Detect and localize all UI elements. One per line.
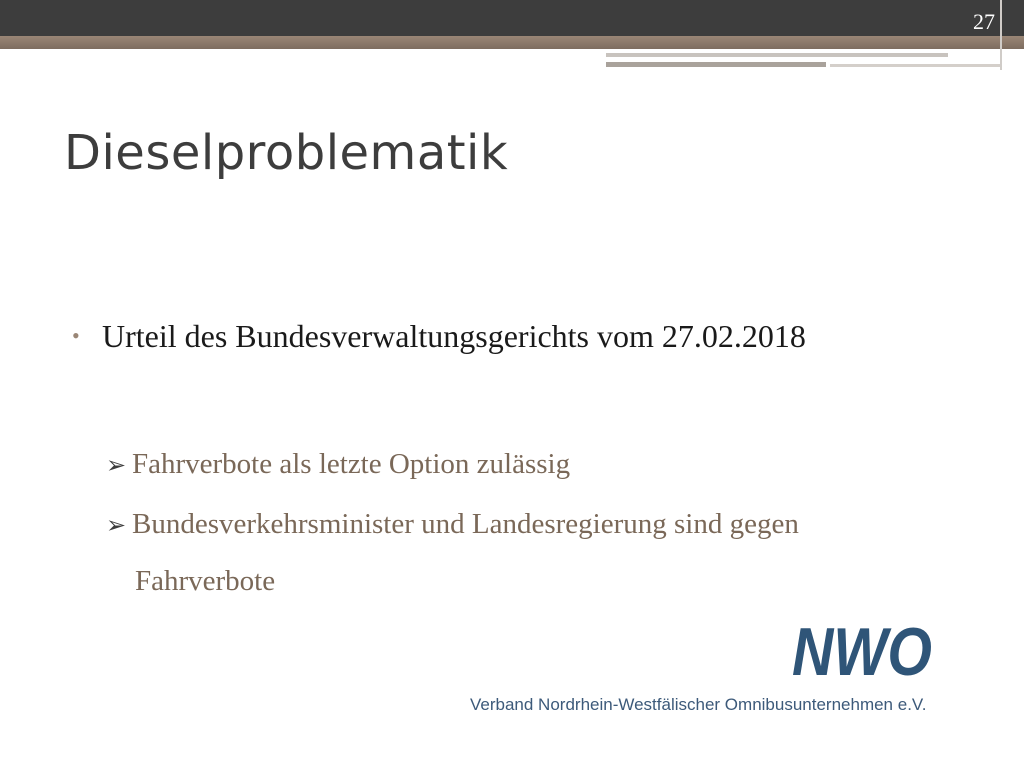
top-bar: [0, 0, 1024, 36]
sub-bullet-text: Fahrverbote als letzte Option zulässig: [132, 448, 571, 480]
bullet-item: [72, 318, 806, 355]
sub-bullet-item: [106, 448, 570, 481]
top-accent-band: [0, 36, 1024, 49]
bullet-dot-icon: •: [72, 323, 80, 348]
organization-name: Verband Nordrhein-Westfälischer Omnibusunternehmen e.V.: [470, 695, 927, 714]
decorative-line: [606, 62, 826, 67]
decorative-line: [606, 53, 948, 57]
decorative-line: [830, 64, 1000, 67]
decorative-rule: [1000, 0, 1002, 70]
arrow-bullet-icon: ➢: [106, 451, 127, 479]
slide-number: 27: [973, 9, 995, 34]
sub-bullet-continuation: Fahrverbote: [135, 565, 276, 597]
slide-title: Dieselproblematik: [64, 125, 509, 181]
sub-bullet-text: Bundesverkehrsminister und Landesregierung sind gegen: [132, 508, 799, 540]
arrow-bullet-icon: ➢: [106, 511, 127, 539]
sub-bullet-item: [106, 508, 799, 541]
nwo-logo: [790, 614, 935, 690]
bullet-text: Urteil des Bundesverwaltungsgerichts vom 27.02.2018: [102, 318, 806, 354]
logo-wordmark: NWO: [792, 614, 932, 690]
